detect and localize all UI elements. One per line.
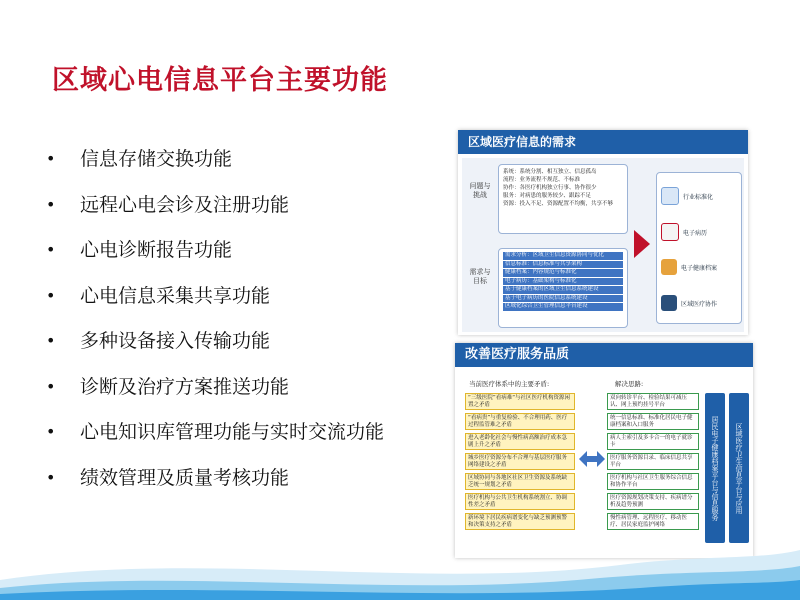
standard-icon: [661, 187, 679, 205]
list-item: 服务：对病患的服务较少、跟踪不足: [503, 193, 592, 199]
needs-panel: [458, 130, 748, 335]
needs-panel-heading: 区域医疗信息的需求: [458, 130, 748, 154]
list-item: 健康档案：内容规范与标准化: [503, 269, 623, 277]
regional-platform-bar: 区域医疗卫生信息平台与应用: [729, 393, 749, 543]
list-item: 统一信息标准、标准化居民电子健康档案和入口服务: [607, 413, 699, 430]
list-item: 医疗机构与社区卫生服务综合信息和协作平台: [607, 473, 699, 490]
list-item: • 绩效管理及质量考核功能: [46, 466, 290, 489]
target-item: 区域医疗协作: [661, 295, 739, 311]
list-item: 新环境下居民疾病谱变化与缺乏预测预警和决策支持之矛盾: [465, 513, 575, 530]
list-item: 系统：系统分割、相互独立、信息孤岛: [503, 169, 597, 175]
collaboration-icon: [661, 295, 677, 311]
list-item: • 信息存储交换功能: [46, 148, 233, 170]
target-item: 电子健康档案: [661, 259, 739, 275]
list-item: 病人主索引及多卡合一的电子就诊卡: [607, 433, 699, 450]
list-item: 区域化综合卫生管理信息平台建设: [503, 303, 623, 311]
list-item: 医疗服务资源目录、临床信息共享平台: [607, 453, 699, 470]
list-item: 医疗机构与公共卫生机构系统割立、协调性差之矛盾: [465, 493, 575, 510]
list-item: 医疗资源规划决策支持、疾病谱分析及趋势预测: [607, 493, 699, 510]
list-item: • 心电信息采集共享功能: [46, 284, 271, 307]
arrow-right-icon: [634, 230, 650, 258]
list-item: 流程：业务流程不规范、不标准: [503, 177, 581, 183]
list-item: 进入老龄化社会与慢性病高额治疗成本急剧上升之矛盾: [465, 433, 575, 450]
list-item: 信息标准：信息标准与共享架构: [503, 261, 623, 269]
function-list: [46, 148, 384, 512]
list-item: 区域协同与各地区社区卫生资源及系统缺乏统一规划之矛盾: [465, 473, 575, 490]
target-item: 行业标准化: [661, 187, 739, 205]
problems-caption: 当前医疗体系中的主要矛盾:: [469, 380, 550, 388]
solutions-caption: 解决思路:: [615, 380, 644, 388]
list-item: • 心电知识库管理功能与实时交流功能: [46, 421, 385, 443]
problems-column: [465, 393, 575, 533]
list-item: 协作：各医疗机构独立行事、协作很少: [503, 185, 597, 191]
list-item: 电子病历：基础架构与标准化: [503, 278, 623, 286]
needs-box: [498, 248, 628, 328]
list-item: • 心电诊断报告功能: [46, 239, 233, 261]
list-item: 资源：投入不足、资源配置不均衡，共享不够: [503, 201, 614, 207]
list-item: • 多种设备接入传输功能: [46, 330, 271, 352]
list-item: “三级医院”看病难“与社区医疗机构资源闲置之矛盾: [465, 393, 575, 410]
list-item: 基于健康档案的区域卫生信息系统建设: [503, 286, 623, 294]
problems-label: 问题与挑战: [469, 182, 491, 199]
list-item: 基于电子病历的医院信息系统建设: [503, 295, 623, 303]
target-item: 电子病历: [661, 223, 739, 241]
list-item: 双向转诊平台、检验结果可减压认、网上预约挂号平台: [607, 393, 699, 410]
targets-column: [656, 172, 742, 324]
solutions-column: [607, 393, 699, 533]
list-item: “看病贵”与重复检验、不合理用药、医疗过程监管难之矛盾: [465, 413, 575, 430]
double-arrow-icon: [579, 451, 605, 467]
problems-box: [498, 164, 628, 234]
list-item: 需求分析：区域卫生信息资源协同与优化: [503, 252, 623, 260]
list-item: • 诊断及治疗方案推送功能: [46, 375, 290, 398]
needs-label: 需求与目标: [469, 268, 491, 285]
service-panel-heading: 改善医疗服务品质: [455, 343, 753, 367]
health-record-platform-bar: 居民电子健康档案平台与信息服务: [705, 393, 725, 543]
medical-record-icon: [661, 223, 679, 241]
health-record-icon: [661, 259, 677, 275]
page-title: 区域心电信息平台主要功能: [52, 65, 388, 96]
list-item: 慢性病管理、远程医疗、移动医疗、居民家庭监护网络: [607, 513, 699, 530]
decorative-waves: [0, 520, 800, 600]
list-item: • 远程心电会诊及注册功能: [46, 193, 290, 216]
list-item: 城乡医疗资源分布不合理与基层医疗服务网络建设之矛盾: [465, 453, 575, 470]
